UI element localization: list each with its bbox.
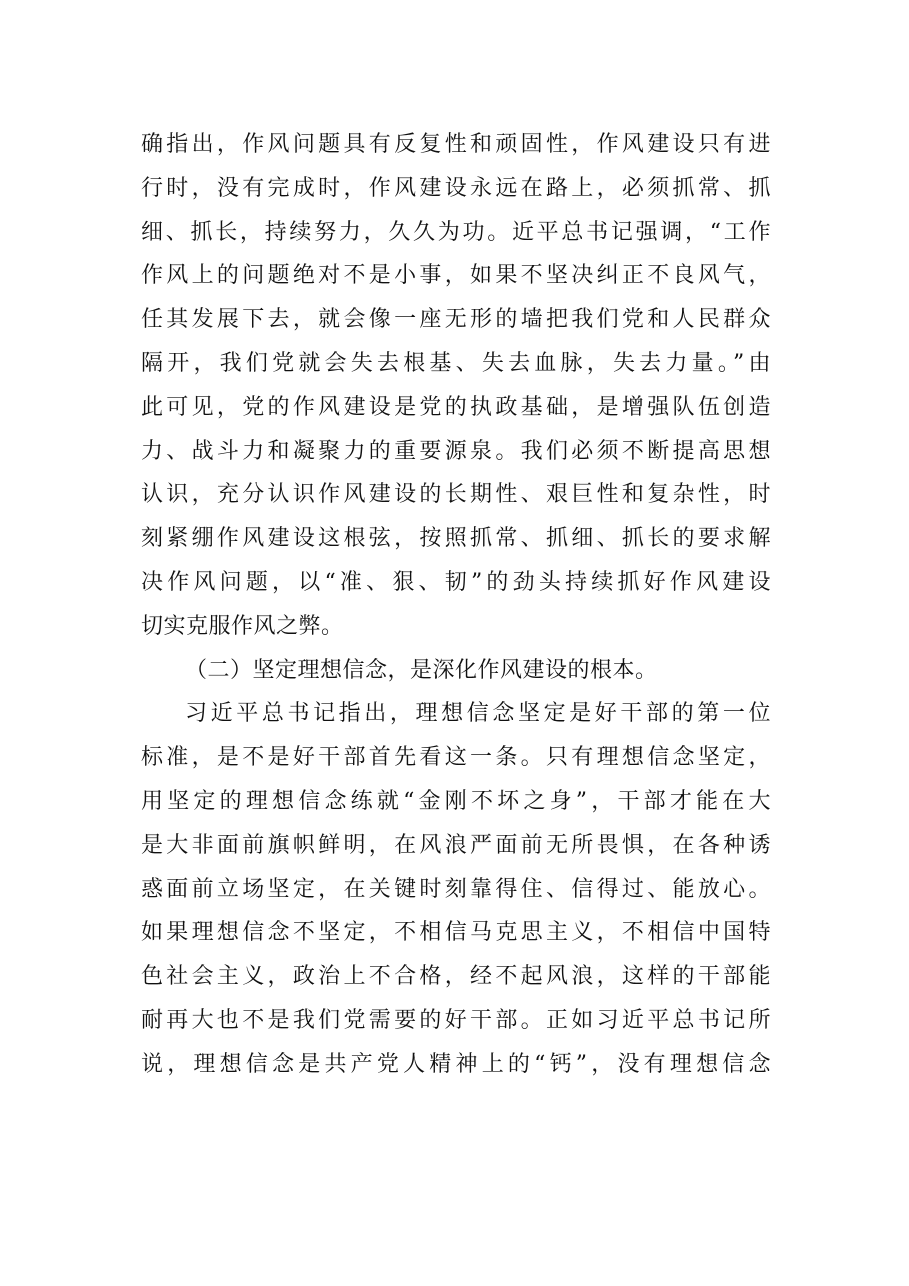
paragraph-line: 决作风问题，以“准、狠、韧”的劲头持续抓好作风建设 (141, 569, 771, 595)
paragraph-line: 行时，没有完成时，作风建设永远在路上，必须抓常、抓 (141, 175, 771, 201)
paragraph-line: 习近平总书记指出，理想信念坚定是好干部的第一位 (185, 701, 771, 727)
paragraph-line: 认识，充分认识作风建设的长期性、艰巨性和复杂性，时 (141, 482, 771, 508)
paragraph-line: 说，理想信念是共产党人精神上的“钙”，没有理想信念 (141, 1051, 771, 1077)
paragraph-line: 标准，是不是好干部首先看这一条。只有理想信念坚定， (141, 745, 771, 771)
paragraph-line: 此可见，党的作风建设是党的执政基础，是增强队伍创造 (141, 394, 771, 420)
paragraph-line: 耐再大也不是我们党需要的好干部。正如习近平总书记所 (141, 1007, 771, 1033)
paragraph-1 (141, 123, 771, 649)
paragraph-line: 是大非面前旗帜鲜明，在风浪严面前无所畏惧，在各种诱 (141, 832, 771, 858)
paragraph-line: 切实克服作风之弊。 (141, 613, 344, 639)
paragraph-line: 如果理想信念不坚定，不相信马克思主义，不相信中国特 (141, 920, 771, 946)
paragraph-line: 用坚定的理想信念练就“金刚不坏之身”，干部才能在大 (141, 788, 771, 814)
paragraph-line: 作风上的问题绝对不是小事，如果不坚决纠正不良风气， (141, 263, 771, 289)
section-heading: （二）坚定理想信念，是深化作风建设的根本。 (185, 657, 658, 683)
paragraph-line: 刻紧绷作风建设这根弦，按照抓常、抓细、抓长的要求解 (141, 526, 771, 552)
paragraph-line: 惑面前立场坚定，在关键时刻靠得住、信得过、能放心。 (141, 876, 771, 902)
paragraph-line: 确指出，作风问题具有反复性和顽固性，作风建设只有进 (141, 132, 771, 157)
paragraph-line: 细、抓长，持续努力，久久为功。近平总书记强调，“工作 (141, 219, 771, 245)
paragraph-line: 隔开，我们党就会失去根基、失去血脉，失去力量。”由 (141, 350, 771, 376)
paragraph-line: 色社会主义，政治上不合格，经不起风浪，这样的干部能 (141, 964, 771, 990)
paragraph-line: 任其发展下去，就会像一座无形的墙把我们党和人民群众 (141, 307, 771, 333)
paragraph-line: 力、战斗力和凝聚力的重要源泉。我们必须不断提高思想 (141, 438, 771, 464)
paragraph-2 (141, 692, 771, 1086)
document-body (141, 123, 771, 1087)
